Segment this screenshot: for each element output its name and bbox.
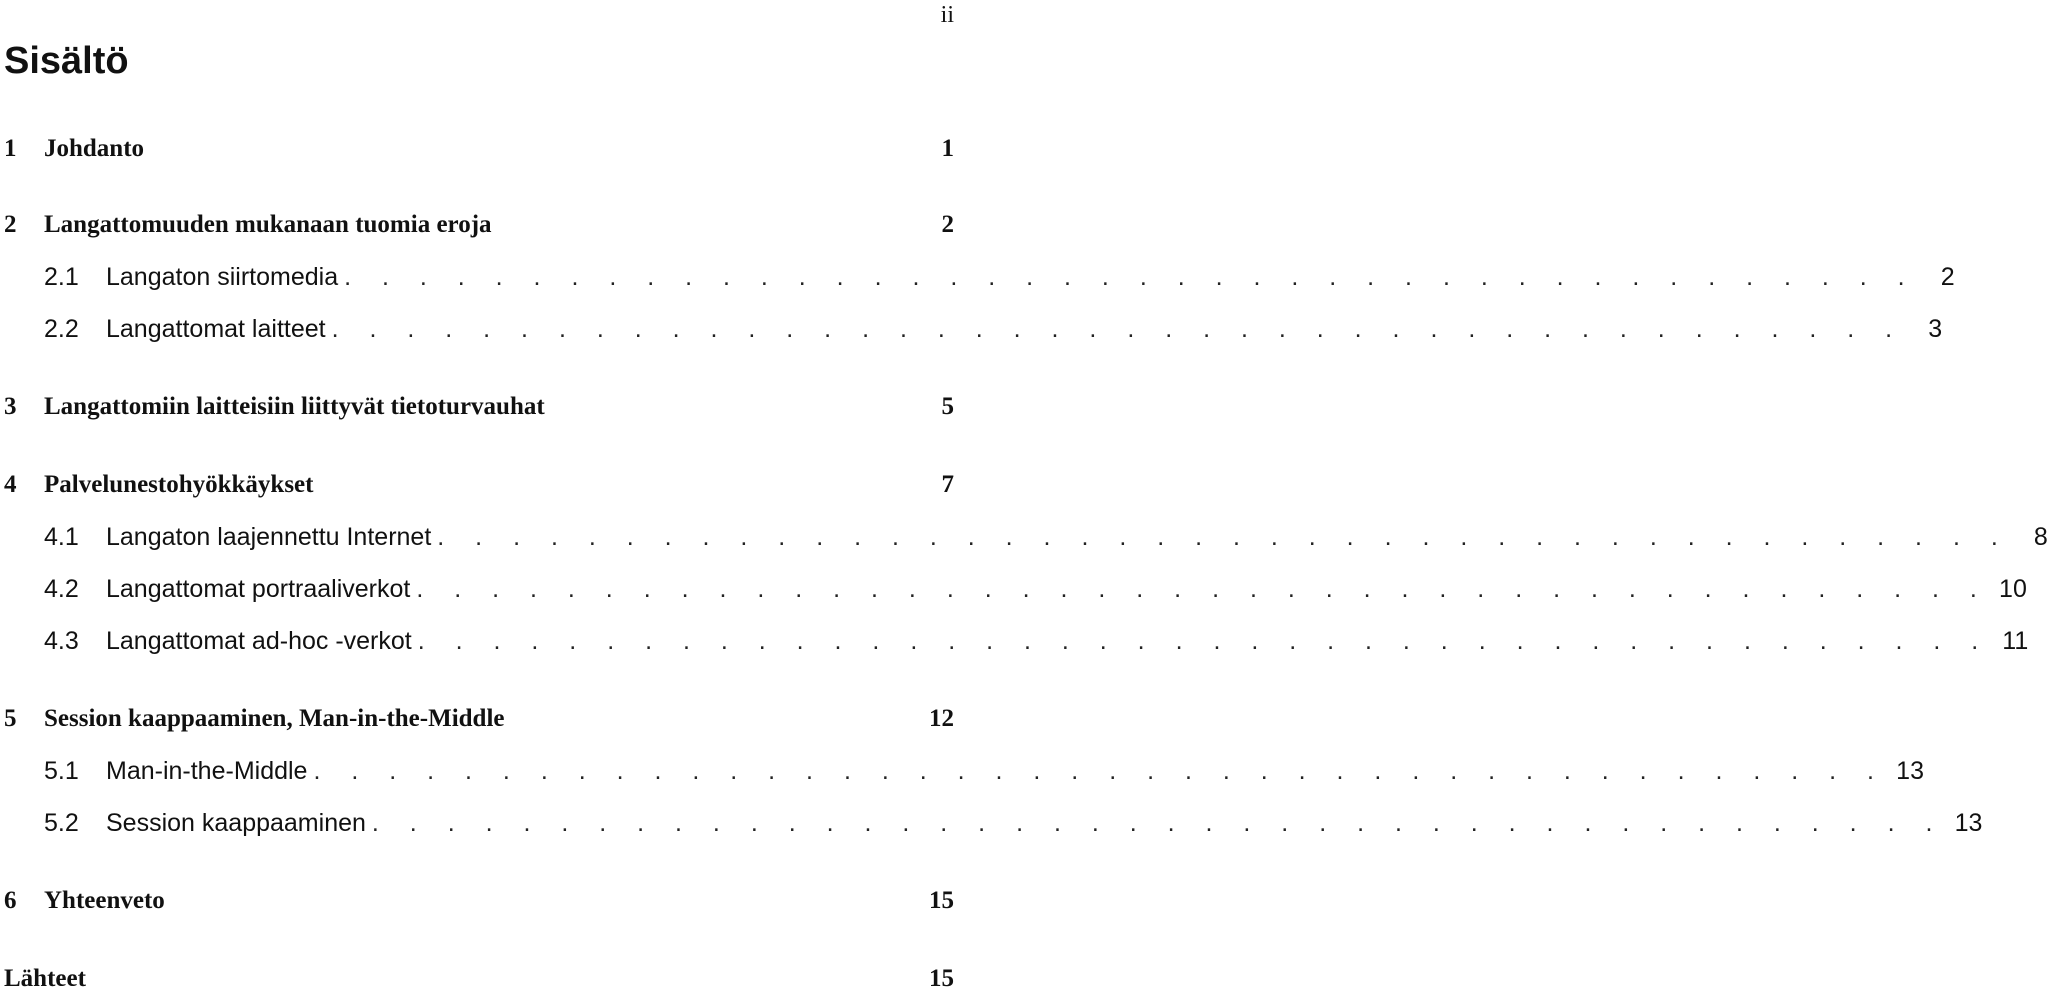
entry-page: 3 [1928, 315, 1943, 343]
dot-leader: . . . . . . . . . . . . . . . . . . . . . . . . . . . . . . . . . . . . . . . . . . [344, 263, 1917, 291]
entry-page: 7 [941, 471, 954, 498]
toc-entry-chapter-1[interactable] [4, 135, 954, 171]
entry-number: 3 [4, 393, 17, 420]
toc-entry-section-4-2[interactable] [4, 575, 2027, 611]
entry-title: Session kaappaaminen, Man-in-the-Middle [44, 705, 505, 732]
entry-page: 5 [941, 393, 954, 420]
toc-entry-section-5-2[interactable] [4, 809, 1983, 845]
entry-title: Yhteenveto [44, 887, 165, 914]
toc-entry-chapter-3[interactable] [4, 393, 954, 429]
entry-title: Man-in-the-Middle [106, 757, 308, 785]
dot-leader: . . . . . . . . . . . . . . . . . . . . . . . . . . . . . . . . . . . . . . . . . . [331, 315, 1905, 343]
entry-number: 6 [4, 887, 17, 914]
toc-entry-chapter-4[interactable] [4, 471, 954, 507]
toc-entry-section-5-1[interactable] [4, 757, 1924, 793]
entry-page: 10 [1999, 575, 2027, 603]
entry-title: Lähteet [4, 965, 86, 992]
entry-title: Langattomat laitteet [106, 315, 326, 343]
toc-entry-section-4-3[interactable] [4, 627, 2029, 663]
dot-leader: . . . . . . . . . . . . . . . . . . . . . . . . . . . . . . . . . . . . . . . . . . [313, 757, 1886, 785]
dot-leader: . . . . . . . . . . . . . . . . . . . . . . . . . . . . . . . . . . . . . . . . . . [416, 575, 1989, 603]
page-number: ii [940, 2, 954, 28]
entry-number: 2.1 [44, 263, 79, 291]
entry-number: 1 [4, 135, 17, 162]
entry-number: 4.1 [44, 523, 79, 551]
entry-number: 5.1 [44, 757, 79, 785]
entry-page: 2 [1940, 263, 1955, 291]
toc-entry-chapter-6[interactable] [4, 887, 954, 923]
entry-number: 5.2 [44, 809, 79, 837]
entry-title: Langattomuuden mukanaan tuomia eroja [44, 211, 492, 238]
entry-title: Langattomiin laitteisiin liittyvät tietoturvauhat [44, 393, 545, 420]
toc-entry-references[interactable] [4, 965, 954, 1001]
entry-page: 1 [941, 135, 954, 162]
entry-title: Langaton laajennettu Internet [106, 523, 432, 551]
toc-title: Sisältö [4, 40, 129, 82]
entry-page: 11 [2002, 627, 2029, 655]
toc-entry-section-2-1[interactable] [4, 263, 1955, 299]
entry-title: Palvelunestohyökkäykset [44, 471, 314, 498]
entry-title: Langaton siirtomedia [106, 263, 339, 291]
toc-entry-chapter-5[interactable] [4, 705, 954, 741]
entry-number: 2 [4, 211, 17, 238]
entry-number: 4.3 [44, 627, 79, 655]
entry-number: 4 [4, 471, 17, 498]
entry-page: 15 [929, 965, 954, 992]
entry-page: 2 [941, 211, 954, 238]
dot-leader: . . . . . . . . . . . . . . . . . . . . . . . . . . . . . . . . . . . . . . . . . . [437, 523, 2010, 551]
entry-title: Johdanto [44, 135, 145, 162]
entry-page: 13 [1954, 809, 1983, 837]
entry-page: 12 [929, 705, 954, 732]
entry-page: 8 [2033, 523, 2048, 551]
entry-title: Session kaappaaminen [106, 809, 366, 837]
entry-page: 15 [929, 887, 954, 914]
toc-entry-section-4-1[interactable] [4, 523, 2048, 559]
toc-entry-chapter-2[interactable] [4, 211, 954, 247]
entry-page: 13 [1896, 757, 1924, 785]
dot-leader: . . . . . . . . . . . . . . . . . . . . . . . . . . . . . . . . . . . . . . . . . . [371, 809, 1945, 837]
entry-title: Langattomat portraaliverkot [106, 575, 411, 603]
entry-number: 4.2 [44, 575, 79, 603]
toc-entry-section-2-2[interactable] [4, 315, 1943, 351]
entry-number: 2.2 [44, 315, 79, 343]
entry-number: 5 [4, 705, 17, 732]
dot-leader: . . . . . . . . . . . . . . . . . . . . . . . . . . . . . . . . . . . . . . . . . . [417, 627, 1991, 655]
entry-title: Langattomat ad-hoc -verkot [106, 627, 412, 655]
